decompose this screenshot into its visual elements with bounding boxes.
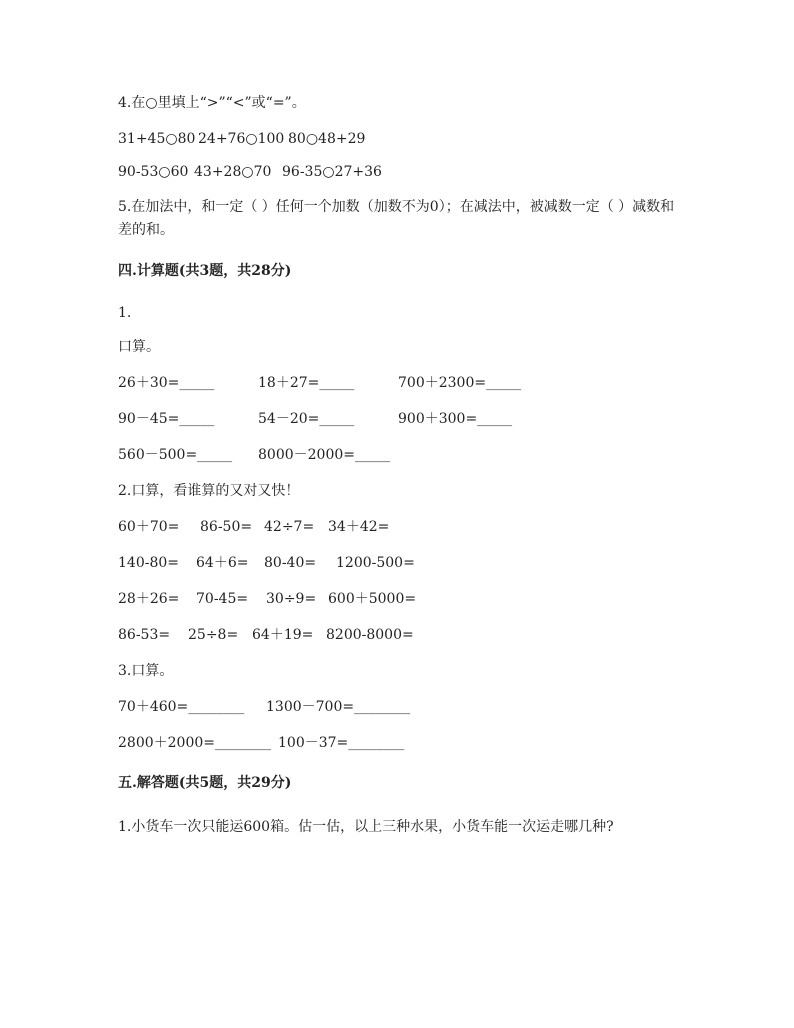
calc-question-3-title: 3.口算。: [118, 663, 174, 679]
arithmetic-item: 54－20=_____: [258, 411, 355, 427]
comparison-item: 80○48+29: [288, 131, 366, 147]
comparison-item: 24+76○100: [198, 131, 285, 147]
arithmetic-item: 26＋30=_____: [118, 375, 215, 391]
arithmetic-item: 28＋26=: [118, 591, 180, 607]
comparison-item: 31+45○80: [118, 131, 196, 147]
arithmetic-item: 600＋5000=: [328, 591, 417, 607]
comparison-item: 43+28○70: [194, 164, 272, 180]
arithmetic-item: 8200-8000=: [326, 627, 414, 643]
arithmetic-item: 8000－2000=_____: [258, 447, 390, 463]
arithmetic-item: 34＋42=: [328, 519, 390, 535]
arithmetic-item: 100－37=________: [278, 735, 405, 751]
arithmetic-item: 700＋2300=_____: [398, 375, 522, 391]
arithmetic-item: 60＋70=: [118, 519, 180, 535]
arithmetic-item: 560－500=_____: [118, 447, 233, 463]
word-problem-1-text: 1.小货车一次只能运600箱。估一估，以上三种水果，小货车能一次运走哪几种?: [118, 819, 614, 835]
arithmetic-item: 30÷9=: [266, 591, 317, 607]
calc-question-1-number: 1.: [118, 305, 132, 321]
arithmetic-item: 900＋300=_____: [398, 411, 513, 427]
question-5-text: 5.在加法中，和一定（ ）任何一个加数（加数不为0）；在减法中，被减数一定（ ）减数和差的和。: [118, 199, 675, 238]
arithmetic-item: 64＋19=: [252, 627, 314, 643]
arithmetic-item: 1300－700=________: [266, 699, 411, 715]
arithmetic-item: 2800＋2000=________: [118, 735, 271, 751]
arithmetic-item: 86-50=: [200, 519, 253, 535]
calc-question-1-title: 口算。: [118, 339, 160, 355]
arithmetic-item: 90－45=_____: [118, 411, 215, 427]
arithmetic-item: 1200-500=: [336, 555, 415, 571]
arithmetic-item: 86-53=: [118, 627, 171, 643]
arithmetic-item: 140-80=: [118, 555, 179, 571]
comparison-item: 96-35○27+36: [282, 164, 382, 180]
arithmetic-item: 25÷8=: [188, 627, 239, 643]
arithmetic-item: 70＋460=________: [118, 699, 245, 715]
calc-question-2-title: 2.口算，看谁算的又对又快！: [118, 483, 300, 499]
arithmetic-item: 80-40=: [264, 555, 317, 571]
arithmetic-item: 64＋6=: [196, 555, 249, 571]
section-4-heading: 四.计算题(共3题，共28分): [118, 263, 292, 279]
comparison-item: 90-53○60: [118, 164, 189, 180]
arithmetic-item: 70-45=: [196, 591, 249, 607]
arithmetic-item: 42÷7=: [264, 519, 315, 535]
arithmetic-item: 18＋27=_____: [258, 375, 355, 391]
question-4-title: 4.在○里填上“>”“<”或“=”。: [118, 95, 306, 111]
section-5-heading: 五.解答题(共5题，共29分): [118, 775, 292, 791]
